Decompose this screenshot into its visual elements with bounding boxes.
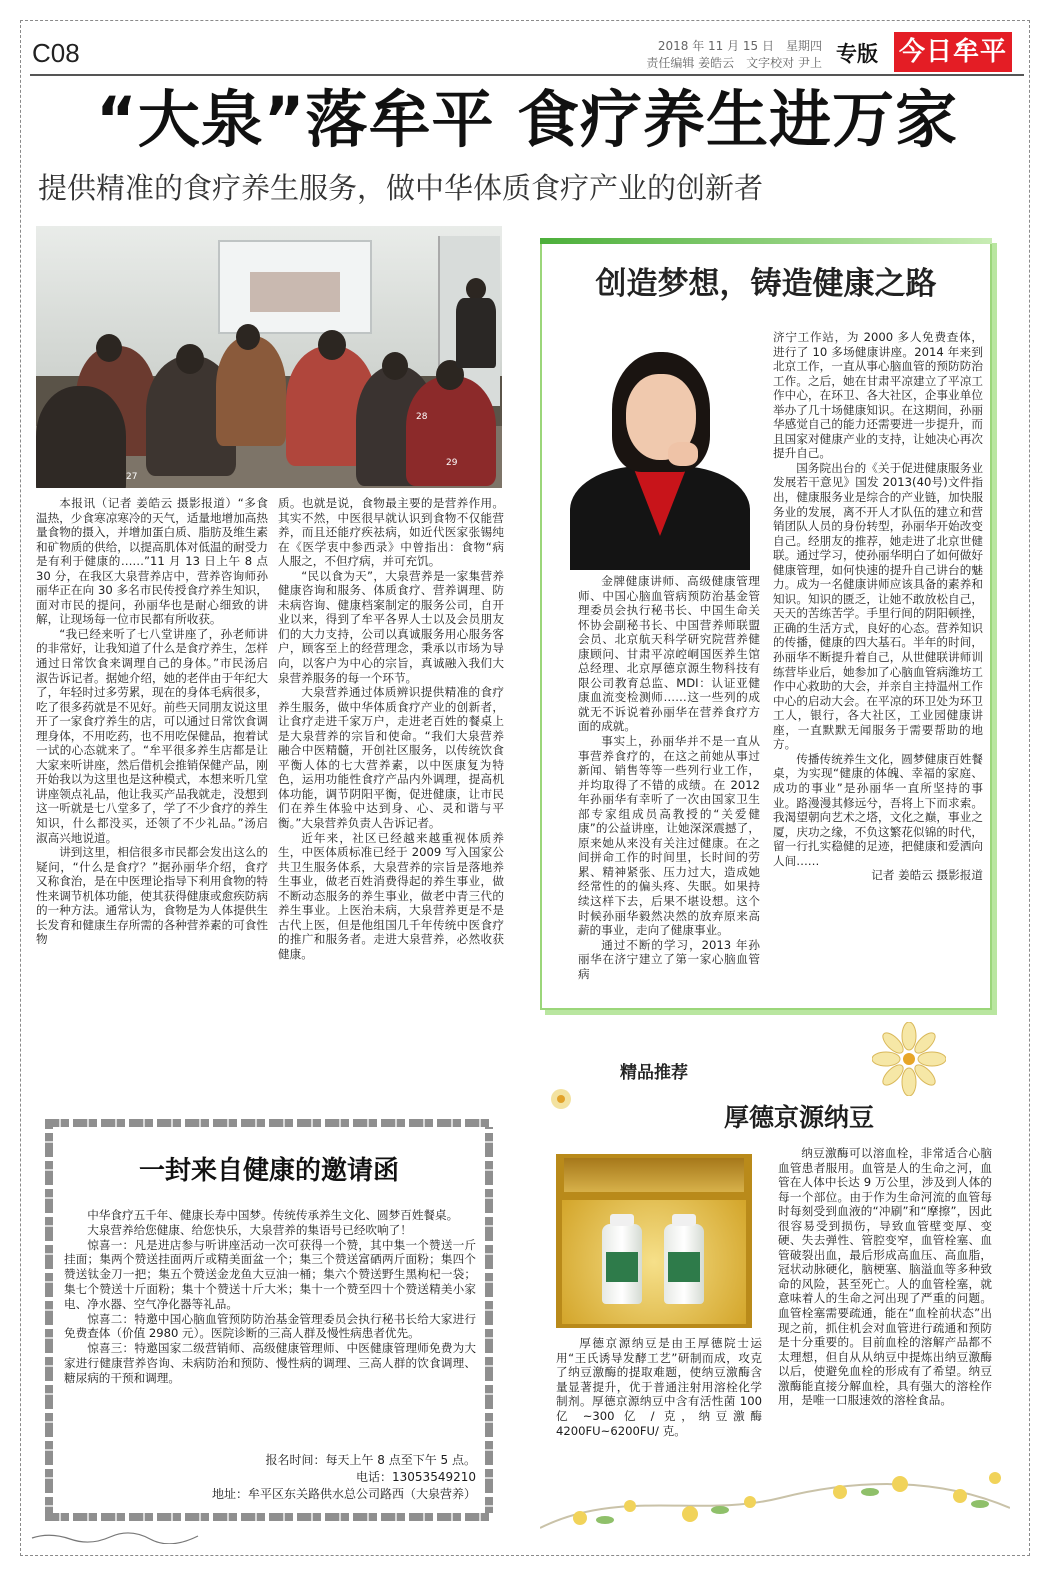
- product-title: 厚德京源纳豆: [724, 1103, 875, 1132]
- profile-paragraph: 事实上，孙丽华并不是一直从事营养食疗的，在这之前她从事过新闻、销售等等一些列行业工作，并均取得了不错的成绩。在 2012 年孙丽华有幸听了一次由国家卫生部专家组成员高教授的“关爱健康”的公益讲座，让她深深震撼了，原来她从来没有关注过健康。在之间拼命工作的时间里，长时间的劳累、精神紧张、压力过大，造成她经常性的的偏头疼、失眠。如果持续这样下去，后果不堪设想。这个时候孙丽华毅然决然的放弃原来高薪的事业，走向了健康事业。: [578, 734, 760, 938]
- seat-number: 29: [446, 458, 458, 468]
- signup-time: 报名时间：每天上午 8 点至下午 5 点。: [265, 1453, 476, 1467]
- profile-paragraph: 传播传统养生文化，圆梦健康百姓餐桌，为实现“健康的体魄、幸福的家庭、成功的事业”是孙丽华一直所坚持的事业。路漫漫其修远兮，吾将上下而求索。我渴望朝向艺术之塔，文化之巅，事业之厦，庆功之缘，不负这繁花似锦的时代，留一行扎实稳健的足迹，把健康和爱洒向人间……: [773, 751, 983, 868]
- masthead-text: 今日牟平: [898, 37, 1007, 67]
- editor-credit: 责任编辑 姜皓云 文字校对 尹上: [646, 56, 822, 70]
- headline: “大泉”落牟平 食疗养生进万家: [95, 83, 959, 156]
- projector-screen: [218, 240, 372, 334]
- seat-number: 27: [126, 472, 138, 482]
- subheadline: 提供精准的食疗养生服务，做中华体质食疗产业的创新者: [38, 171, 764, 205]
- profile-paragraph: 金牌健康讲师、高级健康管理师、中国心脑血管病预防治基金管理委员会执行秘书长、中国生命关怀协会副秘书长、中国营养师联盟会员、北京航天科学研究院营养健康顾问、甘肃平凉崆峒国医养生馆总经理、北京厚德京源生物科技有限公司教育总监、MDI：认证亚健康血流变检测师……这一些列的成就无不诉说着孙丽华在营养食疗方面的成就。: [578, 574, 760, 734]
- address: 地址：牟平区东关路供水总公司路西（大泉营养）: [211, 1487, 476, 1501]
- invitation-footer: [200, 1452, 476, 1503]
- phone-number: 电话：13053549210: [356, 1470, 476, 1484]
- profile-paragraph: 通过不断的学习，2013 年孙丽华在济宁建立了第一家心脑血管病: [578, 937, 760, 981]
- flower-icon: [872, 1022, 946, 1096]
- invitation-body: [64, 1208, 476, 1386]
- invitation-paragraph: 惊喜一：凡是进店参与听讲座活动一次可获得一个赞，其中集一个赞送一斤挂面；集两个赞送挂面两斤或精美面盆一个；集三个赞送富硒两斤面粉；集四个赞送钛金刀一把；集五个赞送金龙鱼大豆油一桶；集六个赞送野生黑枸杞一袋；集七个赞送十斤面粉；集十个赞送十斤大米；集十一个赞至四十个赞送精美小家电、净水器、空气净化器等礼品。: [64, 1237, 476, 1311]
- scribble-mark: [30, 1530, 200, 1544]
- profile-box-accent: [540, 238, 992, 244]
- product-caption-text: 厚德京源纳豆是由王厚德院士运用“王氏诱导发酵工艺”研制而成，攻克了纳豆激酶的提取难题，使纳豆激酶含量显著提升，优于普通注射用溶栓化学制剂。厚德京源纳豆中含有活性菌 100 亿 ~300 亿 / 克，纳豆激酶 4200FU~6200FU/ 克。: [556, 1336, 762, 1438]
- invitation-paragraph: 大泉营养给您健康、给您快乐，大泉营养的集语号已经吹响了！: [87, 1222, 412, 1237]
- invitation-paragraph: 惊喜二：特邀中国心脑血管预防防治基金管理委员会执行秘书长给大家进行免费查体（价值 2980 元）。医院诊断的三高人群及慢性病患者优先。: [64, 1311, 476, 1341]
- product-body: [778, 1146, 992, 1408]
- lecture-photo: [36, 226, 502, 488]
- invitation-title: 一封来自健康的邀请函: [138, 1156, 399, 1186]
- profile-paragraph: 国务院出台的《关于促进健康服务业发展若干意见》国发 2013(40号)文件指出，健康服务业是综合的产业链，加快服务业的发展，离不开人才队伍的建立和营销团队人员的身份转型，孙丽华开始改变自己。经朋友的推荐，她走进了北京世健联。通过学习，使孙丽华明白了如何做好健康管理，如何快速的提升自己讲台的魅力。成为一名健康讲师应该具备的素养和知识。知识的匮乏，让她不敢放松自己，天天的苦练苦学。手里行间的阴阳顿挫，正确的生活方式，良好的心态。营养知识的传播，健康的四大基石。半年的时间，孙丽华不断提升着自己，从世健联讲师训练营毕业后，她参加了心脑血管病潍坊工作中心救助的大会，并亲自主持温州工作中心的启动大会。在平凉的环卫处为环卫工人，银行，各大社区，工业园健康讲座，一直默默无闻服务于需要帮助的地方。: [773, 460, 983, 752]
- recommend-label: 精品推荐: [620, 1063, 688, 1083]
- product-caption: [556, 1336, 762, 1438]
- masthead-logo: [894, 32, 1012, 72]
- flower-decoration: [540, 1448, 1010, 1538]
- article-column-2: [278, 496, 504, 962]
- article-paragraph: “民以食为天”，大泉营养是一家集营养健康咨询和服务、体质食疗、营养调理、防未病咨询、健康档案制定的服务公司，自开业以来，得到了牟平各界人士以及会员朋友们的大力支持，公司以真诚服务用心服务客户，顾客至上的经营理念，秉承以市场为导向，以客户为中心的宗旨，真诚融入我们大泉营养服务的每一个环节。: [278, 568, 504, 685]
- page-number: C08: [32, 38, 80, 68]
- flower-icon: [548, 1086, 574, 1112]
- profile-paragraph: 济宁工作站，为 2000 多人免费查体，进行了 10 多场健康讲座。2014 年来到北京工作，一直从事心脑血管的预防防治工作。之后，她在甘肃平凉建立了平凉工作中心，在环卫、各大社区，企事业单位举办了几十场健康知识。在这期间，孙丽华感觉自己的能力还需要进一步提升，而且国家对健康产业的支持，让她决心再次提升自己。: [773, 330, 983, 461]
- product-body-text: 纳豆激酶可以溶血栓，非常适合心脑血管患者服用。血管是人的生命之河，血管在人体中长达 9 万公里，涉及到人体的每一个部位。由于作为生命河流的血管每时每刻受到血液的“冲刷”和“摩擦”，因此很容易受到损伤，导致血管壁变厚、变硬、失去弹性、管腔变窄，血管栓塞、血管破裂出血，最后形成高血压、高血脂，冠状动脉硬化，脑梗塞、脑溢血等多种致命的风险，甚至死亡。人的血管栓塞，就意味着人的生命之河出现了严重的问题。血管栓塞需要疏通，能在“血栓前状态”出现之前，抓住机会对血管进行疏通和预防是十分重要的。目前血栓的溶解产品都不太理想，但自从从纳豆中提炼出纳豆激酶以后，使避免血栓的形成有了希望。纳豆激酶能直接分解血栓，具有强大的溶栓作用，是唯一口服速效的溶栓食品。: [778, 1146, 992, 1408]
- article-paragraph: 讲到这里，相信很多市民都会发出这么的疑问，“什么是食疗？”据孙丽华介绍，食疗又称食治，是在中医理论指导下利用食物的特性来调节机体功能，使其获得健康或愈疾防病的一种方法。通常认为，食物是为人体提供生长发育和健康生存所需的各种营养素的可食性物: [36, 845, 268, 947]
- profile-column-1: [578, 574, 760, 981]
- issue-date: 2018 年 11 月 15 日 星期四: [657, 39, 822, 53]
- product-photo: [556, 1154, 752, 1328]
- profile-title: 创造梦想，铸造健康之路: [595, 266, 937, 302]
- seat-number: 28: [416, 412, 428, 422]
- profile-column-2: [773, 330, 983, 883]
- article-paragraph: “我已经来听了七八堂讲座了，孙老师讲的非常好，让我知道了什么是食疗养生，怎样通过日常饮食来调理自己的身体。”市民汤启淑告诉记者。据她介绍，她的老伴由于年纪大了，年轻时过多劳累，现在的身体毛病很多，吃了很多药就是不见好。前些天同朋友说这里开了一家食疗养生的店，可以通过日常饮食调理身体，不用吃药，也不用吃保健品，抱着试一试的心态就来了。“牟平很多养生店都是让大家来听讲座，然后借机会推销保健产品，刚开始我以为这里也是这种模式，本想来听几堂讲座领点礼品，他让我买产品我就走，没想到这一听就是七八堂多了，学了不少食疗的养生知识，什么都没买，还领了不少礼品。”汤启淑高兴地说道。: [36, 626, 268, 845]
- invitation-paragraph: 中华食疗五千年、健康长寿中国梦。传统传承养生文化、圆梦百姓餐桌。: [87, 1208, 459, 1222]
- article-paragraph: 大泉营养通过体质辨识提供精准的食疗养生服务，做中华体质食疗产业的创新者，让食疗走进千家万户，走进老百姓的餐桌上是大泉营养的宗旨和使命。“我们大泉营养融合中医精髓，开创社区服务，以传统饮食平衡人体的七大营养素，以中医康复为特色，运用功能性食疗产品内外调理，提高机体功能，调节阴阳平衡，促进健康，让市民们在养生体验中达到身、心、灵和谐与平衡。”大泉营养负责人告诉记者。: [278, 685, 504, 831]
- header-rule: [30, 74, 1024, 76]
- article-column-1: [36, 496, 268, 947]
- invitation-paragraph: 惊喜三：特邀国家二级营销师、高级健康管理师、中医健康管理师免费为大家进行健康营养咨询、未病防治和预防、慢性病的调理、三高人群的饮食调理、糖尿病的干预和调理。: [64, 1341, 476, 1385]
- article-paragraph: 近年来，社区已经越来越重视体质养生，中医体质标准已经于 2009 写入国家公共卫生服务体系，大泉营养的宗旨是落地养生事业，做老百姓消费得起的养生事业，做不断动态服务的养生事业，做老中青三代的养生事业。上医治未病，大泉营养更是不是古代上医，但是他组国几千年传统中医食疗的推广和服务者。走进大泉营养，必然收获健康。: [278, 830, 504, 961]
- portrait-photo: [560, 326, 760, 570]
- section-label: 专版: [836, 42, 878, 66]
- article-paragraph: 本报讯（记者 姜皓云 摄影报道）“多食温热，少食寒凉寒冷的天气，适量地增加高热量食物的摄入，并增加蛋白质、脂肪及维生素和矿物质的供给，以提高肌体对低温的耐受力是有利于健康的……”11 月 13 日上午 8 点 30 分，在我区大泉营养店中，营养咨询师孙丽华正在向 30 多名市民传授食疗养生知识，面对市民的提问，孙丽华也是耐心细致的讲解，让现场每一位市民都有所收获。: [36, 496, 268, 627]
- article-paragraph: 质。也就是说，食物最主要的是营养作用。其实不然，中医很早就认识到食物不仅能营养，而且还能疗疾祛病，如近代医家张锡纯在《医学衷中参西录》中曾指出：食物“病人服之，不但疗病，并可充饥。: [278, 496, 504, 569]
- byline: 记者 姜皓云 摄影报道: [871, 868, 983, 883]
